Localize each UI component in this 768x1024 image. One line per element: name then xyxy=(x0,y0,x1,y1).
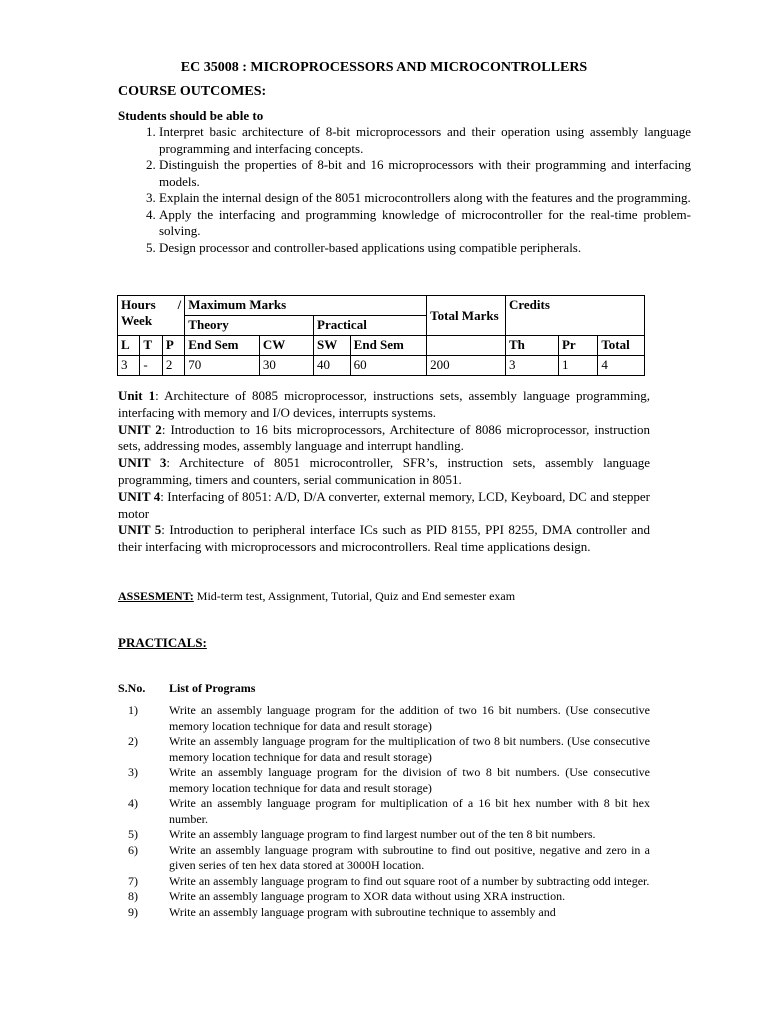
table-header-cell: End Sem xyxy=(350,336,426,356)
unit-label: UNIT 4 xyxy=(118,488,161,504)
table-cell: 3 xyxy=(505,356,558,376)
list-item xyxy=(118,703,650,734)
assessment-line xyxy=(118,589,515,604)
program-number: 2) xyxy=(128,734,138,748)
table-cell: - xyxy=(140,356,162,376)
program-text: Write an assembly language program to find largest number out of the ten 8 bit numbers. xyxy=(169,827,596,841)
outcome-item: 4. Apply the interfacing and programming knowledge of microcontroller for the real-time problem-solving. xyxy=(159,207,691,240)
program-number: 9) xyxy=(128,904,138,919)
unit-paragraph xyxy=(118,422,650,456)
program-text: Write an assembly language program to find out square root of a number by subtracting odd integer. xyxy=(169,873,650,888)
table-cell: 2 xyxy=(162,356,184,376)
unit-text: : Architecture of 8085 microprocessor, instructions sets, assembly language programming, interfacing with memory and I/O devices, interrupts systems. xyxy=(118,388,650,420)
list-item xyxy=(118,905,650,921)
unit-label: UNIT 2 xyxy=(118,421,162,437)
list-item xyxy=(118,874,650,890)
assessment-text: Mid-term test, Assignment, Tutorial, Quiz and End semester exam xyxy=(193,589,516,603)
unit-text: : Introduction to 16 bits microprocessors, Architecture of 8086 microprocessor, instruction sets, addressing modes, assembly language and interrupt handling. xyxy=(118,421,650,454)
table-header-cell: SW xyxy=(314,336,351,356)
units-section xyxy=(118,388,650,556)
program-text: Write an assembly language program for multiplication of a 16 bit hex number with 8 bit hex number. xyxy=(169,796,650,826)
unit-label: Unit 1 xyxy=(118,388,156,403)
unit-text: : Interfacing of 8051: A/D, D/A converter, external memory, LCD, Keyboard, DC and stepper motor xyxy=(118,488,650,521)
unit-label: UNIT 3 xyxy=(118,455,167,471)
outcome-item: 2. Distinguish the properties of 8-bit and 16 microprocessors with their programming and interfacing models. xyxy=(159,157,691,190)
program-text: Write an assembly language program to XOR data without using XRA instruction. xyxy=(169,889,566,903)
program-text: Write an assembly language program with subroutine technique to assembly and xyxy=(169,904,556,919)
students-heading: Students should be able to xyxy=(118,108,264,123)
hours-week-header: Hours / Week xyxy=(118,296,185,336)
table-cell: 3 xyxy=(118,356,140,376)
list-item xyxy=(118,796,650,827)
program-number: 4) xyxy=(128,796,138,810)
theory-header: Theory xyxy=(185,316,314,336)
unit-paragraph xyxy=(118,522,650,556)
unit-label: UNIT 5 xyxy=(118,522,162,538)
table-cell: 1 xyxy=(558,356,597,376)
program-number: 1) xyxy=(128,703,138,717)
table-row xyxy=(118,356,645,376)
table-cell: 200 xyxy=(427,356,506,376)
outcome-item: 1. Interpret basic architecture of 8-bit microprocessors and their operation using assembly language programming and interfacing concepts. xyxy=(159,124,691,157)
practicals-heading: PRACTICALS: xyxy=(118,635,207,650)
program-number: 7) xyxy=(128,873,138,888)
list-item xyxy=(118,843,650,874)
table-header-cell: L xyxy=(118,336,140,356)
list-item xyxy=(118,889,650,905)
program-text: Write an assembly language program for the division of two 8 bit numbers. (Use consecutive memory location technique for data and result storage) xyxy=(169,765,650,795)
unit-paragraph xyxy=(118,455,650,489)
unit-text: : Introduction to peripheral interface ICs such as PID 8155, PPI 8255, DMA controller and their interfacing with microprocessors and microcontrollers. Real time applications design. xyxy=(118,522,650,555)
table-header-cell: T xyxy=(140,336,162,356)
list-item xyxy=(118,765,650,796)
table-cell: 60 xyxy=(350,356,426,376)
program-number: 3) xyxy=(128,765,138,779)
maximum-marks-header: Maximum Marks xyxy=(185,296,427,316)
assessment-label: ASSESMENT: xyxy=(118,589,194,603)
list-header: List of Programs xyxy=(169,681,256,695)
course-title: EC 35008 : MICROPROCESSORS AND MICROCONTROLLERS xyxy=(180,60,588,75)
marks-table xyxy=(117,295,645,376)
unit-paragraph xyxy=(118,489,650,523)
table-header-cell: P xyxy=(162,336,184,356)
table-header-cell: Pr xyxy=(558,336,597,356)
table-header-cell: Th xyxy=(505,336,558,356)
program-number: 5) xyxy=(128,827,138,841)
total-marks-header: Total Marks xyxy=(427,296,506,336)
outcome-item: 3. Explain the internal design of the 8051 microcontrollers along with the features and the programming. xyxy=(159,190,691,207)
table-cell: 70 xyxy=(185,356,260,376)
table-cell: 4 xyxy=(598,356,645,376)
table-cell: 40 xyxy=(314,356,351,376)
table-cell: 30 xyxy=(259,356,313,376)
practical-header: Practical xyxy=(314,316,427,336)
program-text: Write an assembly language program for the addition of two 16 bit numbers. (Use consecutive memory location technique for data and result storage) xyxy=(169,703,650,733)
list-item xyxy=(118,734,650,765)
course-outcomes-heading: COURSE OUTCOMES: xyxy=(118,84,267,99)
unit-text: : Architecture of 8051 microcontroller, SFR’s, instruction sets, assembly language programming, timers and counters, serial communication in 8051. xyxy=(118,455,650,487)
program-text: Write an assembly language program with subroutine to find out positive, negative and zero in a given series of ten hex data stored at 3000H location. xyxy=(169,842,650,872)
outcomes-list xyxy=(118,124,691,256)
programs-header xyxy=(118,681,255,696)
table-header-cell: Total xyxy=(598,336,645,356)
table-header-cell: End Sem xyxy=(185,336,260,356)
program-text: Write an assembly language program for the multiplication of two 8 bit numbers. (Use consecutive memory location technique for data and result storage) xyxy=(169,734,650,764)
programs-list xyxy=(118,703,650,920)
credits-header: Credits xyxy=(505,296,644,336)
outcome-item: 5. Design processor and controller-based applications using compatible peripherals. xyxy=(159,240,691,257)
table-header-cell xyxy=(427,336,506,356)
list-item xyxy=(118,827,650,843)
table-header-cell: CW xyxy=(259,336,313,356)
unit-paragraph xyxy=(118,388,650,422)
program-number: 8) xyxy=(128,889,138,903)
program-number: 6) xyxy=(128,842,138,857)
sno-header: S.No. xyxy=(118,681,146,695)
